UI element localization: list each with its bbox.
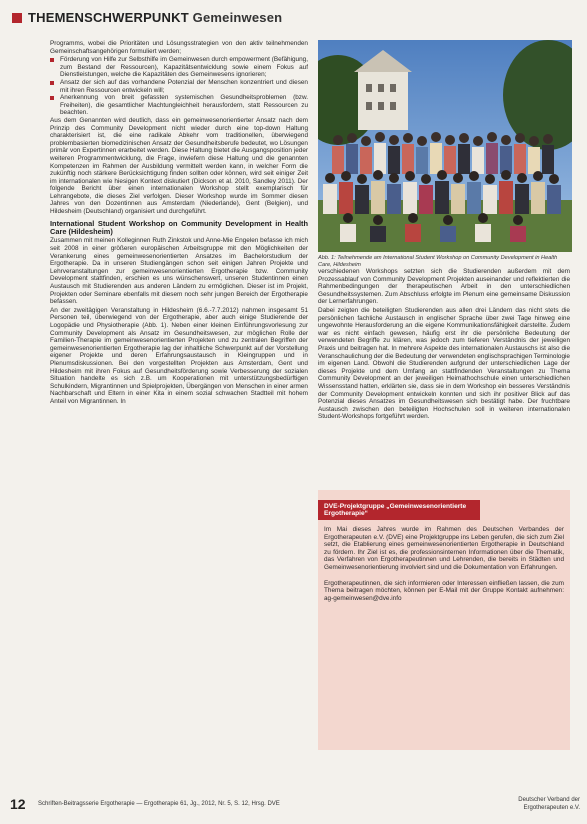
section-title-rest: Gemeinwesen [192,10,283,25]
intro-paragraph: Programms, wobei die Prioritäten und Lösungsstrategien von den aktiv teilnehmenden Gemeinschaftsangehörigen formuliert werden; [50,40,308,55]
org-line-2: Ergotherapeuten e.V. [523,805,580,811]
body-paragraph: verschiedenen Workshops setzten sich die Studierenden außerdem mit dem Prozessablauf von Community Development Projekten auseinander und reflektierten die Rahmenbedingungen der therapeutischen Arbeit in den unterschiedlichen Gesundheitssystemen. Zum Abschluss erfolgte im Plenum eine gemeinsame Diskussion der Lernerfahrungen. [318,268,570,306]
org-line-1: Deutscher Verband der [518,797,580,803]
subheading: International Student Workshop on Community Development in Health Care (Hildesheim) [50,218,308,237]
bullet-list [50,56,308,117]
body-paragraph: Zusammen mit meinen Kolleginnen Ruth Zinkstok und Anne-Mie Engelen befasse ich mich seit 2008 in einer größeren europäischen Arbeitsgruppe mit den Möglichkeiten der Verankerung eines gemeinwesenorientierten Ansatzes im Bachelorstudium der Ergotherapie. Da in unseren Studiengängen schon seit einigen Jahren Projekte und Lehrveranstaltungen zur gemeinwesenorientierten Ergotherapie bzw. Community Development stattfinden, erschien es uns wünschenswert, unseren Studentinnen einen Austausch mit Studierenden aus anderen Ländern zu ermöglichen. Dieser ist im Projekt, Projekten oder Seminare ebenfalls mit diesem noch sehr jungen Bereich der Ergotherapie befassen. [50,237,308,306]
info-box [318,490,570,750]
photo-caption: Abb. 1: Teilnehmende am International Student Workshop on Community Development in Health Care, Hildesheim [318,255,558,268]
info-box-paragraph: Im Mai dieses Jahres wurde im Rahmen des Deutschen Verbandes der Ergotherapeuten e.V. (DVE) eine Projektgruppe ins Leben gerufen, die sich zum Ziel setzt, die Etablierung eines gemeinwesenorientierten Ergotherapie in Deutschland zu fördern. Ihr Ziel ist es, die professionsinternen Informationen über die Thematik, das Verfahren von Ergotherapeutinnen und Lehrenden, die bereits in Städten und Gemeinwesenorientierung involviert sind und die Dokumentation von Erfahrungen. [324,526,564,571]
body-paragraph: An der zweitägigen Veranstaltung in Hildesheim (6.6.-7.7.2012) nahmen insgesamt 51 Personen teil, überwiegend von der Ergotherapie, aber auch einige Studierende der Logopädie und Physiotherapie (Abb. 1). Neben einer kleinen Einführungsvorlesung zur Community Development als Ansatz im Gesundheitswesen, zur möglichen Rolle der Familien-Therapie im gemeinwesenorientierten Projekten und zu zentralen Begriffen der gemeinwesenorientierten Ergotherapie lag der inhaltliche Schwerpunkt auf der Vorstellung eigener Projekte und deren Erfahrungsaustausch in Kleingruppen und in Plenumsdiskussionen. Bei den vorgestellten Projekten aus Amsterdam, Gent und Hildesheim mit ihren Fokus auf Gesundheitsförderung sowie Verbesserung der sozialen Situation handelte es sich z.B. um Kooperationen mit unterstützungsbedürftigen Schulkindern, Migrantinnen und Spielprojekten, Übergängen von Menschen in einer armen Nachbarschaft und Eltern in einer Kita in einem sozial schwachen Stadtteil mit hohem Anteil von Migrantinnen. In [50,306,308,405]
group-photo [318,40,572,252]
footer-organization [518,796,580,812]
group-photo-illustration [318,40,572,252]
bullet-item: Förderung von Hilfe zur Selbsthilfe im Gemeinwesen durch empowerment (Befähigung, zum Bestand der Ressourcen), Kapazitätsentwicklung sowie einem Fokus auf Dienstleistungen, welche die Kapazitäten des Gemeinwesens ignorieren; [50,56,308,79]
footer-source: Schriften-Beitragsserie Ergotherapie — Ergotherapie 61, Jg., 2012, Nr. 5, S. 12, Hrsg. DVE [38,801,280,807]
page-number: 12 [10,796,26,812]
bullet-item: Ansatz der sich auf das vorhandene Potenzial der Menschen konzentriert und diesen mit ihren Ressourcen entwickeln will; [50,79,308,94]
left-column [50,40,308,788]
info-box-paragraph: Ergotherapeutinnen, die sich informieren oder Interessen einfließen lassen, die zum Thema beitragen möchten, können per E-Mail mit der Gruppe Kontakt aufnehmen: ag-gemeinwesen@dve.info [324,579,564,602]
page-footer [10,796,580,816]
info-box-heading: DVE-Projektgruppe „Gemeinwesenorientierte Ergotherapie“ [318,500,480,520]
body-paragraph: Dabei zeigten die beteiligten Studierenden aus allen drei Ländern das nicht stets die persönlichen fachliche Austausch in englischer Sprache über zwei Tage hinweg eine ungewohnte Herausforderung an die eigene Kommunikationsfähigkeit darstellte. Zudem war es nicht einfach gewesen, häufig erst ihr die persönliche Bedeutung der verwendeten Begriffe zu klären, was jedoch zum tieferen Verständnis der jeweiligen Praxis und beitragen hat. In mehrere Aspekte des internationalen Austauschs ist also die Veranschaulichung der die Bedeutung der verwendeten englischsprachigen Terminologie im eigenen Land. Obwohl die Studierenden aufgrund der unterschiedlichen Lage der dieses Projekte und dem Umfang an stattfindenden Veranstaltungen zu Thema Community Development an der jeweiligen Heimathochschule einen unterschiedlichen Wissensstand hatten, erklärten sie, dass sie in dem Workshop ein besseres Verständnis der Community Development entwickeln konnten und sich ihr positiver Blick auf das Potenzial dieses Ansatzes im Gesundheitswesen sich bestätigt habe. Der fruchtbare Austausch zwischen den beteiligten Hochschulen soll in weiteren internationalen Student-Workshops fortgeführt werden. [318,306,570,421]
right-column [318,268,570,478]
section-title-strong: THEMENSCHWERPUNKT [28,10,189,25]
red-square-icon [12,13,22,23]
bullet-item: Anerkennung von breit gefassten systemischen Gesundheitsproblemen (bzw. Freiheiten), die gesamtlicher Machtungleichheit herausfordern, statt Ressourcen zu beachten. [50,94,308,117]
body-paragraph: Aus dem Genannten wird deutlich, dass ein gemeinwesenorientierter Ansatz nach dem Prinzip des Community Development nicht wieder durch eine top-down Haltung charakterisiert ist, die eine radikale Abkehr vom traditionellen, überwiegend problembasierten biomedizinischen Ansatz der Gesundheitsberufe bedeutet, wo Lösungen primär von Expertinnen erarbeitet werden. Diese Haltung bietet die Ausgangsposition jeder weiteren Programmentwicklung, die Frage, inwiefern diese Haltung und die genannten Kompetenzen im Rahmen der Ausbildung vermittelt werden kann, in welcher Form die zukünftig noch stärkere Berücksichtigung finden sollten oder können, wird seit einiger Zeit im internationalen wie hiesigen Kontext diskutiert (Dickson et al. 2010, Sandley 2011). Der folgende Bericht über einen internationalen Workshop stellt exemplarisch für Lehrangebote, die dieses Ziel verfolgen. Dieser Workshop wurde im Sommer diesen Jahres von den Dozentinnen aus Amsterdam (Niederlande), Gent (Belgien), und Hildesheim (Deutschland) organisiert und durchgeführt. [50,116,308,216]
section-title [28,10,282,25]
section-header [12,10,282,25]
